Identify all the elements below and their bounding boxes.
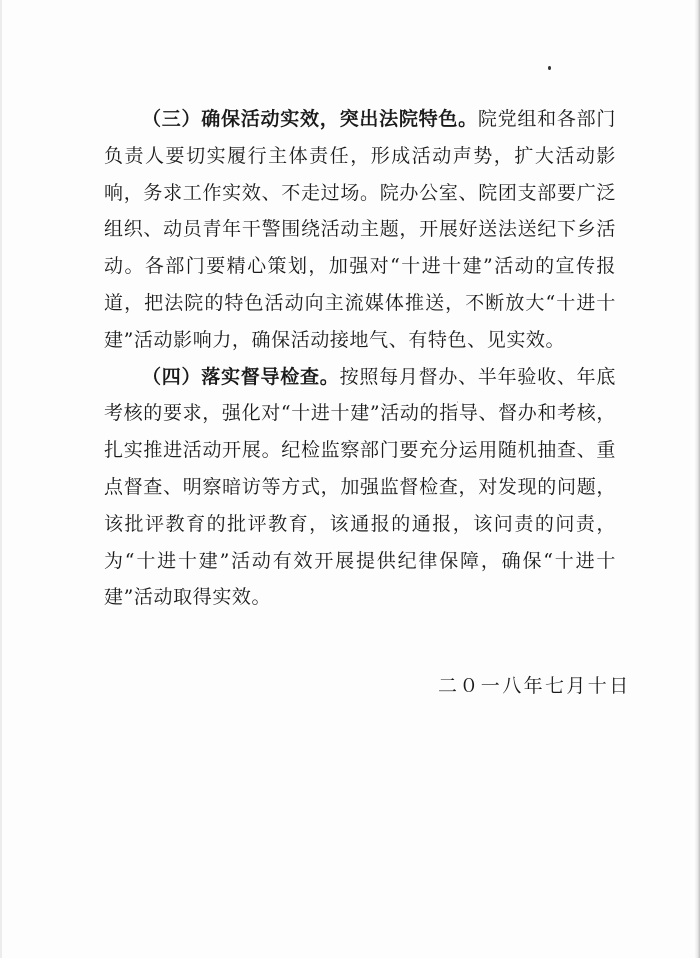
paragraph-4 [104, 359, 616, 617]
scan-edge-right [694, 0, 700, 958]
paragraph-3 [104, 101, 616, 359]
paragraph-4-heading: （四）落实督导检查。 [142, 365, 340, 388]
paragraph-4-text: 按照每月督办、半年验收、年底考核的要求，强化对“十进十建”活动的指导、督办和考核，扎实推进活动开展。纪检监察部门要充分运用随机抽查、重点督查、明察暗访等方式，加强监督检查，对发现的问题，该批评教育的批评教育，该通报的通报，该问责的问责，为“十进十建”活动有效开展提供纪律保障，确保“十进十建”活动取得实效。 [104, 365, 616, 609]
scan-edge-left [0, 0, 2, 958]
scan-speck [548, 66, 551, 70]
document-date: 二０一八年七月十日 [438, 675, 631, 697]
paragraph-3-text: 院党组和各部门负责人要切实履行主体责任，形成活动声势，扩大活动影响，务求工作实效、不走过场。院办公室、院团支部要广泛组织、动员青年干警围绕活动主题，开展好送法送纪下乡活动。各部门要精心策划，加强对“十进十建”活动的宣传报道，把法院的特色活动向主流媒体推送，不断放大“十进十建”活动影响力，确保活动接地气、有特色、见实效。 [104, 108, 616, 351]
paragraph-3-heading: （三）确保活动实效，突出法院特色。 [142, 108, 478, 130]
document-body [104, 101, 616, 616]
